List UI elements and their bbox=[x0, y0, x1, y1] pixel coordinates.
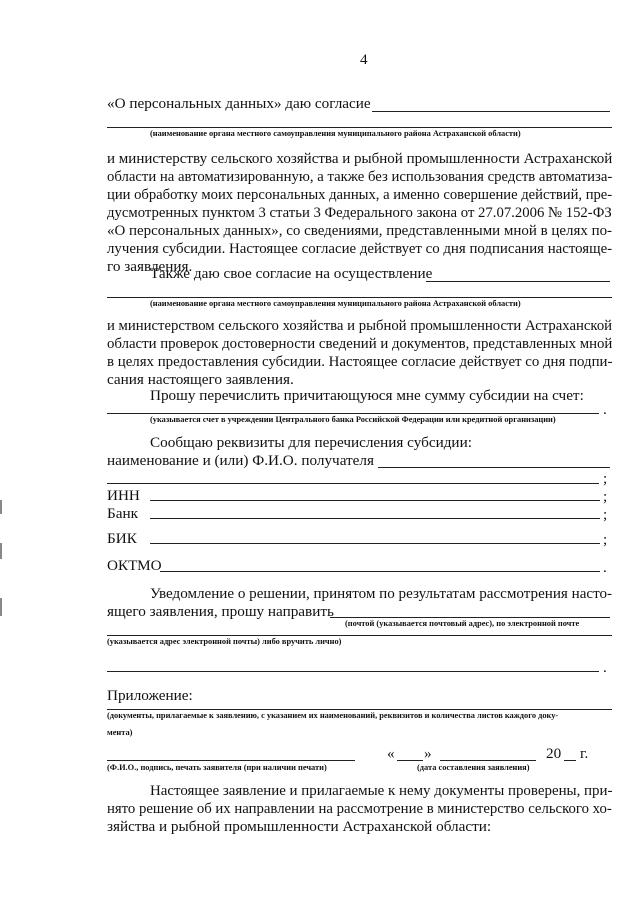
notification-dot: . bbox=[603, 659, 607, 676]
also-consent-line: Также даю свое согласие на осуществление bbox=[150, 265, 433, 282]
bank-semicolon: ; bbox=[603, 506, 608, 523]
caption-local-authority: (наименование органа местного самоуправления муниципального района Астраханской области) bbox=[150, 299, 521, 308]
text-line: и министерством сельского хозяйства и рыбной промышленности Астраханской bbox=[107, 317, 613, 334]
verification-authority-field-2[interactable] bbox=[107, 297, 612, 298]
text-line: Настоящее заявление и прилагаемые к нему документы проверены, при- bbox=[150, 782, 613, 799]
notification-method-field-2[interactable] bbox=[107, 635, 612, 636]
oktmo-field[interactable] bbox=[160, 571, 600, 572]
bik-field[interactable] bbox=[150, 543, 600, 544]
notification-text-line: Уведомление о решении, принятом по результатам рассмотрения насто- bbox=[150, 585, 613, 602]
bank-field[interactable] bbox=[150, 518, 600, 519]
text-line: лучения субсидии. Настоящее согласие действует со дня подписания настояще- bbox=[107, 240, 613, 257]
caption-local-authority: (наименование органа местного самоуправления муниципального района Астраханской области) bbox=[150, 129, 521, 138]
transfer-request: Прошу перечислить причитающуюся мне сумму субсидии на счет: bbox=[150, 387, 584, 404]
text-line: зяйства и рыбной промышленности Астраханской области: bbox=[107, 818, 492, 835]
recipient-semicolon: ; bbox=[603, 470, 608, 487]
caption-account: (указывается счет в учреждении Центрального банка Российской Федерации или кредитной организации) bbox=[150, 415, 556, 424]
caption-documents: мента) bbox=[107, 728, 133, 737]
date-year-suffix: г. bbox=[580, 745, 589, 762]
attachment-field[interactable] bbox=[107, 709, 612, 710]
requisites-heading: Сообщаю реквизиты для перечисления субсидии: bbox=[150, 434, 472, 451]
text-line: области проверок достоверности сведений и документов, представленных мной bbox=[107, 335, 613, 352]
date-year-field[interactable] bbox=[564, 760, 576, 761]
account-field-dot: . bbox=[603, 401, 607, 418]
page-number: 4 bbox=[360, 51, 368, 68]
notification-text-line: ящего заявления, прошу направить bbox=[107, 603, 334, 620]
bik-label: БИК bbox=[107, 530, 137, 547]
consent-line: «О персональных данных» даю согласие bbox=[107, 95, 371, 112]
text-line: и министерству сельского хозяйства и рыбной промышленности Астраханской bbox=[107, 150, 613, 167]
notification-method-field[interactable] bbox=[330, 617, 610, 618]
caption-documents: (документы, прилагаемые к заявлению, с указанием их наименований, реквизитов и количества листов каждого доку- bbox=[107, 711, 559, 720]
recipient-label: наименование и (или) Ф.И.О. получателя bbox=[107, 452, 374, 469]
bank-label: Банк bbox=[107, 505, 138, 522]
date-year: 20 bbox=[546, 745, 562, 762]
consent-authority-field[interactable] bbox=[372, 111, 610, 112]
consent-authority-field-2[interactable] bbox=[107, 127, 612, 128]
oktmo-label: ОКТМО bbox=[107, 557, 162, 574]
text-line: «О персональных данных», со сведениями, представленными мной в целях по- bbox=[107, 222, 613, 239]
text-line: в целях предоставления субсидии. Настоящее согласие действует со дня подпи- bbox=[107, 353, 613, 370]
scan-edge-mark bbox=[0, 543, 2, 559]
text-line: го заявления. bbox=[107, 258, 193, 275]
text-line: ции обработку моих персональных данных, а именно совершение действий, пре- bbox=[107, 186, 613, 203]
date-close-quote: » bbox=[424, 745, 432, 762]
attachment-label: Приложение: bbox=[107, 687, 193, 704]
date-month-field[interactable] bbox=[440, 760, 536, 761]
account-field[interactable] bbox=[107, 413, 599, 414]
scan-edge-mark bbox=[0, 598, 2, 616]
text-line: области на автоматизированную, а также без использования средств автоматиза- bbox=[107, 168, 613, 185]
text-line: нято решение об их направлении на рассмотрение в министерство сельского хо- bbox=[107, 800, 612, 817]
oktmo-dot: . bbox=[603, 559, 607, 576]
scan-edge-mark bbox=[0, 500, 2, 514]
bik-semicolon: ; bbox=[603, 531, 608, 548]
caption-signature: (Ф.И.О., подпись, печать заявителя (при наличии печати) bbox=[107, 763, 327, 772]
caption-postal: (почтой (указывается почтовый адрес), по электронной почте bbox=[345, 619, 580, 628]
inn-semicolon: ; bbox=[603, 488, 608, 505]
notification-method-field-3[interactable] bbox=[107, 671, 599, 672]
text-line: дусмотренных пунктом 3 статьи 3 Федерального закона от 27.07.2006 № 152-ФЗ bbox=[107, 204, 612, 221]
text-line: сания настоящего заявления. bbox=[107, 371, 294, 388]
inn-label: ИНН bbox=[107, 487, 140, 504]
date-day-field[interactable] bbox=[397, 760, 423, 761]
recipient-field[interactable] bbox=[378, 467, 610, 468]
inn-field[interactable] bbox=[150, 500, 600, 501]
date-open-quote: « bbox=[387, 745, 395, 762]
signature-field[interactable] bbox=[107, 760, 355, 761]
caption-date: (дата составления заявления) bbox=[417, 763, 530, 772]
caption-email: (указывается адрес электронной почты) либо вручить лично) bbox=[107, 637, 342, 646]
verification-authority-field[interactable] bbox=[426, 281, 610, 282]
recipient-field-2[interactable] bbox=[107, 483, 599, 484]
